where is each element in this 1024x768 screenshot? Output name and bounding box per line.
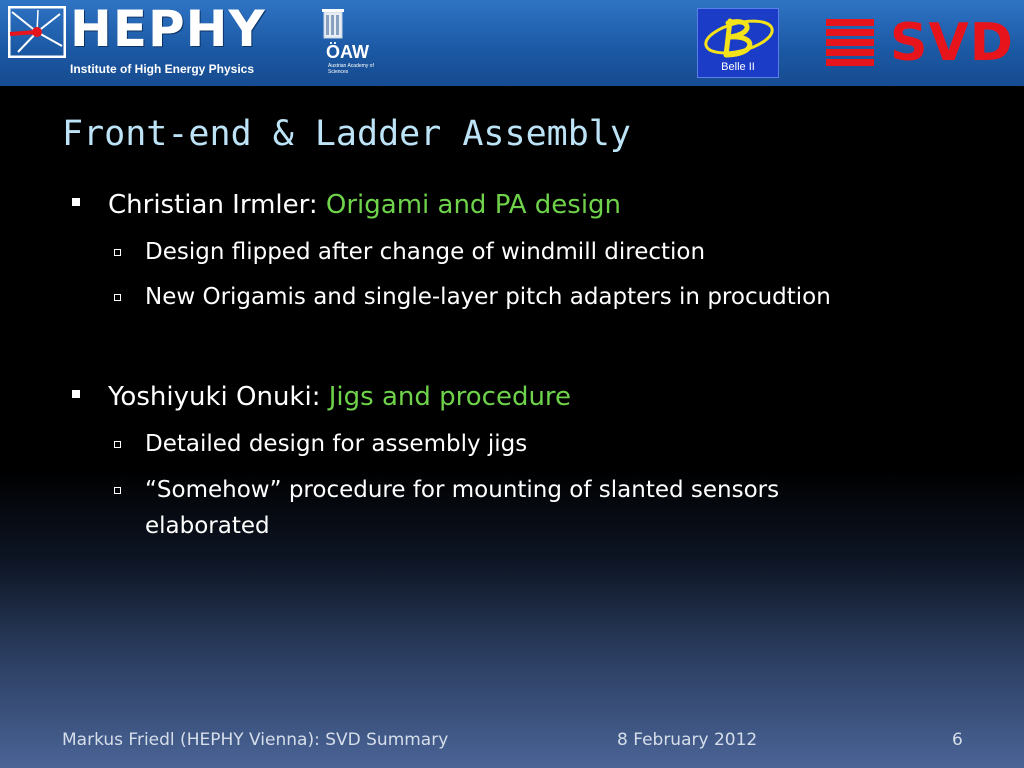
sub-bullet-text: Detailed design for assembly jigs <box>145 431 528 457</box>
sub-bullet-text: “Somehow” procedure for mounting of slanted sensors elaborated <box>145 477 780 539</box>
bullet-person: Christian Irmler: <box>108 190 326 220</box>
bullet-person: Yoshiyuki Onuki: <box>108 382 329 412</box>
sub-bullet-text: Design flipped after change of windmill direction <box>145 239 706 265</box>
bullet-topic: Jigs and procedure <box>328 382 572 412</box>
sub-bullet-text: New Origamis and single-layer pitch adapters in procudtion <box>145 284 831 310</box>
hollow-square-bullet-icon <box>114 487 121 494</box>
square-bullet-icon <box>72 198 80 206</box>
hephy-logo-icon <box>8 6 66 58</box>
footer-page-number: 6 <box>952 730 963 750</box>
header-banner <box>0 0 1024 86</box>
svd-stripes-icon <box>826 19 874 67</box>
bullet-topic: Origami and PA design <box>325 190 622 220</box>
institute-name: HEPHY <box>70 0 266 58</box>
belle-label: Belle II <box>721 61 755 73</box>
footer-author: Markus Friedl (HEPHY Vienna): SVD Summary <box>62 730 449 750</box>
square-bullet-icon <box>72 390 80 398</box>
belle-logo <box>697 8 779 78</box>
institute-subtitle: Institute of High Energy Physics <box>70 62 255 76</box>
slide-title: Front-end & Ladder Assembly <box>62 114 631 154</box>
footer-date: 8 February 2012 <box>617 730 758 750</box>
hollow-square-bullet-icon <box>114 294 121 301</box>
academy-subtitle: Austrian Academy of Sciences <box>328 63 374 75</box>
hollow-square-bullet-icon <box>114 249 121 256</box>
detector-name: SVD <box>890 13 1014 73</box>
belle-b-icon <box>698 13 780 65</box>
hollow-square-bullet-icon <box>114 441 121 448</box>
academy-name: ÖAW <box>326 42 369 62</box>
